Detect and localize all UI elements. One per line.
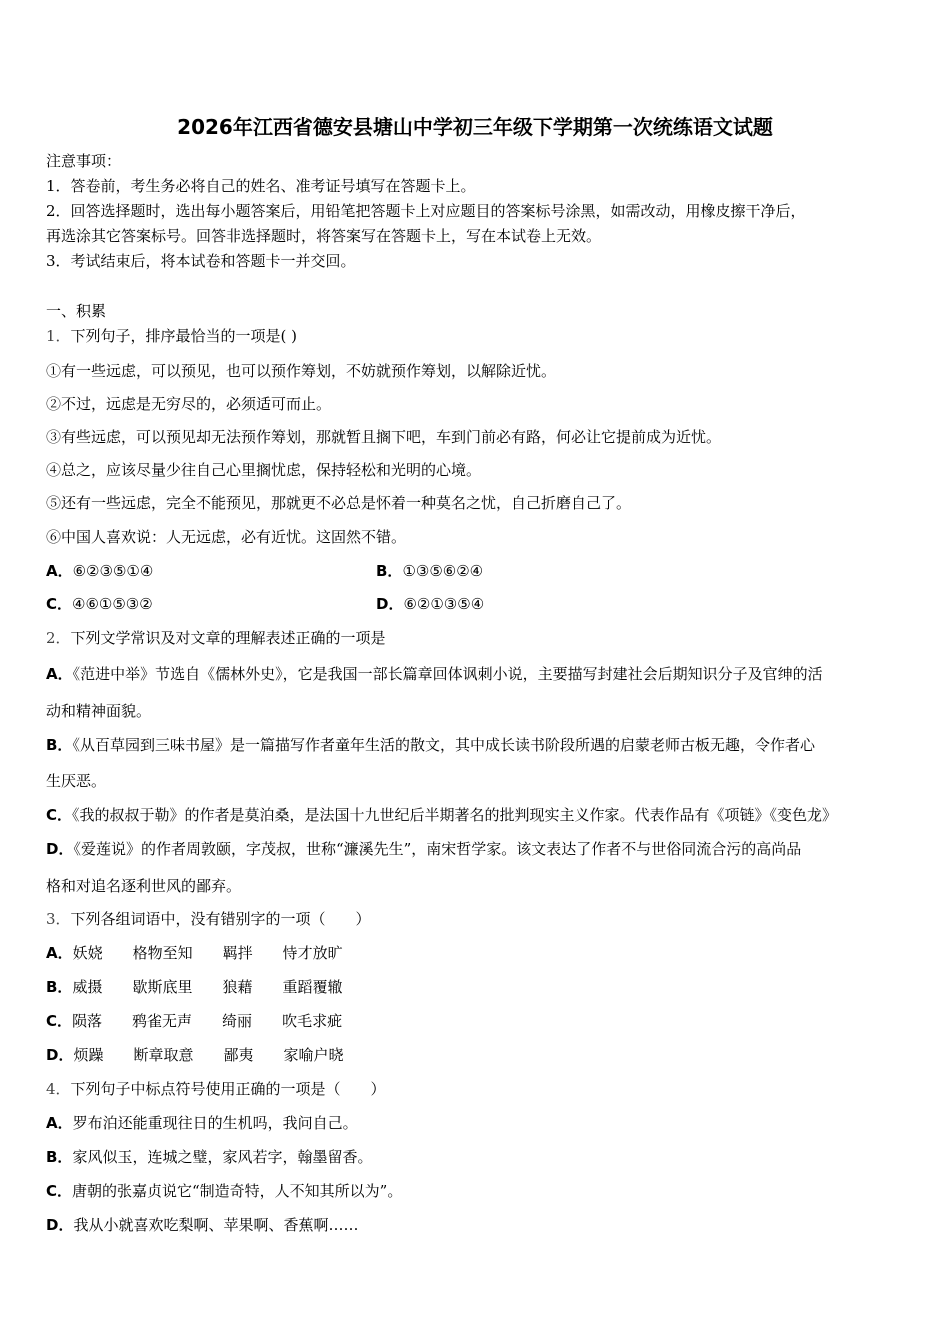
option-word: 歇斯底里	[132, 978, 193, 996]
option-text: ⑥②③⑤①④	[72, 562, 154, 580]
option-text-continued: 格和对追名逐利世风的鄙弃。	[46, 877, 242, 895]
question-number: 3．	[46, 910, 71, 928]
option-label: A．	[46, 1114, 73, 1132]
q4-option-a[interactable]	[46, 1113, 358, 1133]
q1-sentence: ②不过，远虑是无穷尽的，必须适可而止。	[46, 395, 332, 413]
option-word: 狼藉	[222, 978, 253, 996]
option-label: C．	[46, 806, 73, 824]
option-word: 家喻户晓	[283, 1046, 344, 1064]
q1-option-d[interactable]	[376, 594, 484, 614]
option-word: 重蹈覆辙	[282, 978, 343, 996]
question-text: 下列句子，排序最恰当的一项是( )	[70, 327, 298, 345]
option-text: 《爱莲说》的作者周敦颐，字茂叔，世称“濂溪先生”，南宋哲学家。该文表达了作者不与世俗同流合污的高尚品	[73, 840, 802, 858]
option-label: C．	[46, 1182, 73, 1200]
q3-option-b[interactable]	[46, 977, 373, 997]
option-label: C．	[46, 1012, 73, 1030]
option-word: 妖娆	[72, 944, 103, 962]
notice-item: 2．回答选择题时，选出每小题答案后，用铅笔把答题卡上对应题目的答案标号涂黑，如需改动，用橡皮擦干净后，	[46, 202, 806, 220]
question-text: 下列句子中标点符号使用正确的一项是（ ）	[70, 1080, 386, 1098]
q2-option-d[interactable]	[46, 839, 801, 859]
option-text-continued: 动和精神面貌。	[46, 702, 152, 720]
question-text: 下列各组词语中，没有错别字的一项（ ）	[70, 910, 371, 928]
option-word: 恃才放旷	[282, 944, 343, 962]
option-word: 断章取意	[133, 1046, 194, 1064]
option-word: 羁拌	[222, 944, 253, 962]
option-text: ⑥②①③⑤④	[403, 595, 485, 613]
option-text: 我从小就喜欢吃梨啊、苹果啊、香蕉啊……	[73, 1216, 359, 1234]
option-label: A．	[46, 665, 73, 683]
option-word: 威摄	[72, 978, 103, 996]
option-label: D．	[46, 840, 74, 858]
question-3-stem	[46, 909, 371, 929]
q2-option-b[interactable]	[46, 735, 815, 755]
option-text: 罗布泊还能重现往日的生机吗，我问自己。	[72, 1114, 358, 1132]
q1-sentence: ⑥中国人喜欢说：人无远虑，必有近忧。这固然不错。	[46, 528, 407, 546]
option-word: 烦躁	[73, 1046, 104, 1064]
q1-option-b[interactable]	[376, 561, 483, 581]
question-number: 2．	[46, 629, 71, 647]
option-label: B．	[46, 736, 73, 754]
option-label: A．	[46, 562, 73, 580]
question-number: 1．	[46, 327, 71, 345]
q1-sentence: ④总之，应该尽量少往自己心里搁忧虑，保持轻松和光明的心境。	[46, 461, 482, 479]
question-2-stem	[46, 628, 386, 648]
question-text: 下列文学常识及对文章的理解表述正确的一项是	[70, 629, 386, 647]
notice-heading: 注意事项：	[46, 152, 122, 170]
option-text: 唐朝的张嘉贞说它“制造奇特，人不知其所以为”。	[72, 1182, 403, 1200]
option-text: ④⑥①⑤③②	[72, 595, 153, 613]
q4-option-c[interactable]	[46, 1181, 402, 1201]
option-word: 鄙夷	[223, 1046, 254, 1064]
option-label: D．	[376, 595, 404, 613]
section-heading: 一、积累	[46, 302, 107, 320]
q3-option-a[interactable]	[46, 943, 373, 963]
option-word: 绮丽	[222, 1012, 253, 1030]
option-label: B．	[46, 978, 73, 996]
option-text: 家风似玉，连城之璧，家风若字，翰墨留香。	[72, 1148, 373, 1166]
q4-option-b[interactable]	[46, 1147, 372, 1167]
option-text: 《我的叔叔于勒》的作者是莫泊桑，是法国十九世纪后半期著名的批判现实主义作家。代表作品有《项链》《变色龙》	[72, 806, 838, 824]
option-text: ①③⑤⑥②④	[402, 562, 484, 580]
option-label: D．	[46, 1216, 74, 1234]
q1-sentence: ①有一些远虑，可以预见，也可以预作筹划，不妨就预作筹划，以解除近忧。	[46, 362, 557, 380]
q3-option-d[interactable]	[46, 1045, 374, 1065]
option-word: 吹毛求疵	[282, 1012, 343, 1030]
option-word: 鸦雀无声	[132, 1012, 193, 1030]
notice-item: 3．考试结束后，将本试卷和答题卡一并交回。	[46, 252, 356, 270]
q3-option-c[interactable]	[46, 1011, 372, 1031]
page-title: 2026年江西省德安县塘山中学初三年级下学期第一次统练语文试题	[177, 115, 773, 139]
q4-option-d[interactable]	[46, 1215, 358, 1235]
q2-option-a[interactable]	[46, 664, 823, 684]
q1-option-c[interactable]	[46, 594, 153, 614]
q2-option-c[interactable]	[46, 805, 837, 825]
q1-sentence: ③有些远虑，可以预见却无法预作筹划，那就暂且搁下吧，车到门前必有路，何必让它提前成为近忧。	[46, 428, 722, 446]
option-text: 《从百草园到三味书屋》是一篇描写作者童年生活的散文，其中成长读书阶段所遇的启蒙老师古板无趣，令作者心	[72, 736, 815, 754]
option-label: C．	[46, 595, 73, 613]
option-label: B．	[376, 562, 403, 580]
notice-item: 再选涂其它答案标号。回答非选择题时，将答案写在答题卡上，写在本试卷上无效。	[46, 227, 602, 245]
option-text: 《范进中举》节选自《儒林外史》，它是我国一部长篇章回体讽刺小说，主要描写封建社会后期知识分子及官绅的活	[72, 665, 823, 683]
option-label: A．	[46, 944, 73, 962]
q1-option-a[interactable]	[46, 561, 153, 581]
question-1-stem	[46, 326, 297, 346]
option-label: D．	[46, 1046, 74, 1064]
option-word: 格物至知	[132, 944, 193, 962]
option-text-continued: 生厌恶。	[46, 772, 107, 790]
q1-sentence: ⑤还有一些远虑，完全不能预见，那就更不必总是怀着一种莫名之忧，自己折磨自己了。	[46, 494, 632, 512]
option-label: B．	[46, 1148, 73, 1166]
question-number: 4．	[46, 1080, 71, 1098]
option-word: 陨落	[72, 1012, 103, 1030]
notice-item: 1．答卷前，考生务必将自己的姓名、准考证号填写在答题卡上。	[46, 177, 476, 195]
question-4-stem	[46, 1079, 386, 1099]
